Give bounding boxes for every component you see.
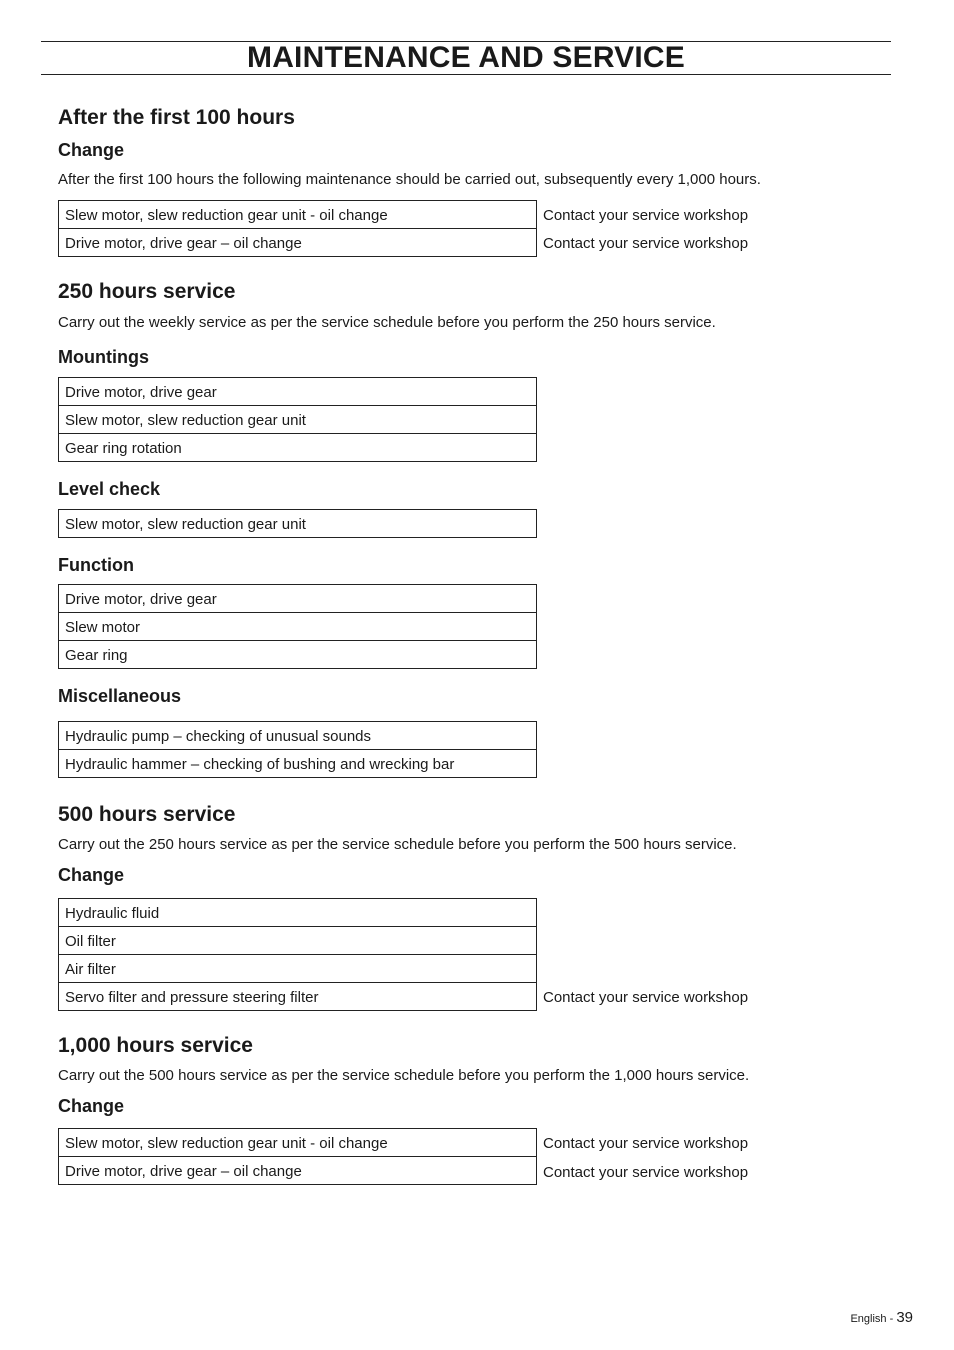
table-row: Drive motor, drive gear – oil change <box>59 1156 536 1184</box>
table-row: Slew motor, slew reduction gear unit <box>65 516 306 533</box>
intro-paragraph: After the first 100 hours the following maintenance should be carried out, subsequently every 1,000 hours. <box>58 171 761 188</box>
page-title: MAINTENANCE AND SERVICE <box>247 41 685 74</box>
checklist-table <box>58 1128 537 1185</box>
service-note: Contact your service workshop <box>543 1135 749 1152</box>
table-row: Gear ring <box>59 640 536 668</box>
table-row: Drive motor, drive gear <box>65 384 217 401</box>
table-row: Servo filter and pressure steering filter <box>59 982 536 1010</box>
page-footer <box>850 1308 913 1329</box>
section-heading-1000: 1,000 hours service <box>58 1034 253 1057</box>
subheading-change: Change <box>58 1096 125 1116</box>
service-note: Contact your service workshop <box>543 235 749 252</box>
table-row: Slew motor, slew reduction gear unit - oil change <box>65 207 388 224</box>
subheading-mountings: Mountings <box>58 347 149 367</box>
subheading-level-check: Level check <box>58 479 161 499</box>
checklist-table <box>58 509 537 538</box>
checklist-table <box>58 377 537 462</box>
checklist-table <box>58 200 537 257</box>
table-row: Gear ring rotation <box>59 433 536 461</box>
footer-language: English - <box>850 1313 897 1325</box>
section-heading-first-100: After the first 100 hours <box>58 106 295 129</box>
subheading-change: Change <box>58 140 125 160</box>
section-heading-500: 500 hours service <box>58 803 236 826</box>
intro-paragraph: Carry out the 250 hours service as per the service schedule before you perform the 500 hours service. <box>58 836 737 853</box>
table-row: Hydraulic hammer – checking of bushing and wrecking bar <box>59 749 536 777</box>
service-note: Contact your service workshop <box>543 1164 749 1181</box>
checklist-table <box>58 721 537 778</box>
table-row: Hydraulic pump – checking of unusual sounds <box>65 728 372 745</box>
section-heading-250: 250 hours service <box>58 280 236 303</box>
title-underline <box>41 74 891 75</box>
subheading-function: Function <box>58 555 134 575</box>
subheading-miscellaneous: Miscellaneous <box>58 686 182 706</box>
table-row: Hydraulic fluid <box>65 905 160 922</box>
service-note: Contact your service workshop <box>543 989 749 1006</box>
table-row: Slew motor, slew reduction gear unit <box>59 405 536 433</box>
intro-paragraph: Carry out the weekly service as per the service schedule before you perform the 250 hours service. <box>58 314 716 331</box>
table-row: Slew motor, slew reduction gear unit - oil change <box>65 1135 388 1152</box>
checklist-table <box>58 898 537 1011</box>
table-row: Oil filter <box>59 926 536 954</box>
table-row: Drive motor, drive gear <box>65 591 217 608</box>
checklist-table <box>58 584 537 669</box>
page-number: 39 <box>896 1309 913 1326</box>
table-row: Air filter <box>59 954 536 982</box>
table-row: Drive motor, drive gear – oil change <box>59 228 536 256</box>
subheading-change: Change <box>58 865 125 885</box>
table-row: Slew motor <box>59 612 536 640</box>
service-note: Contact your service workshop <box>543 207 749 224</box>
intro-paragraph: Carry out the 500 hours service as per the service schedule before you perform the 1,000 hours service. <box>58 1067 750 1084</box>
